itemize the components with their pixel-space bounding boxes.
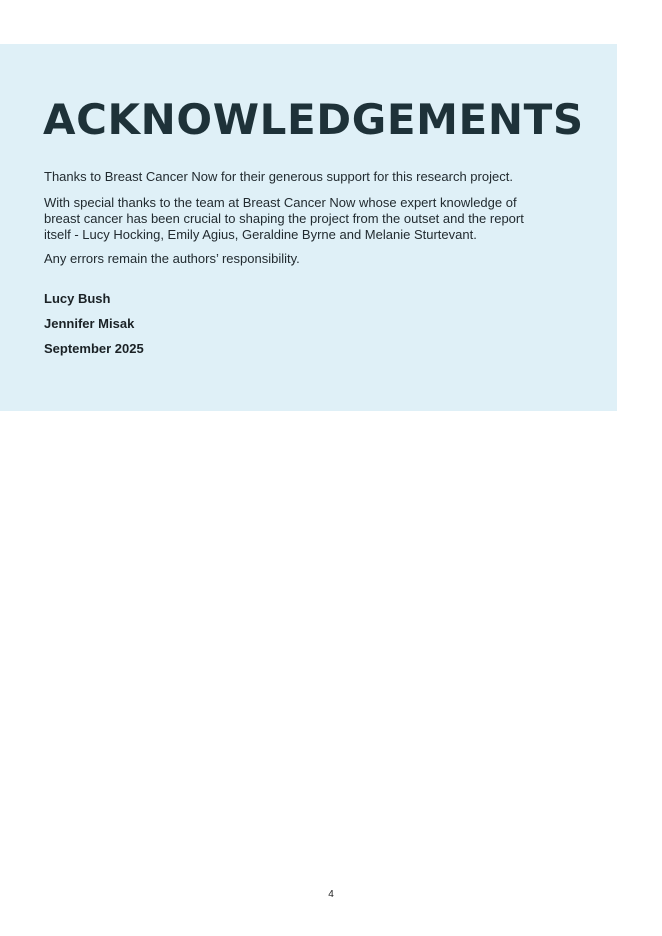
page-number: 4 [328,889,334,900]
special-thanks-paragraph: With special thanks to the team at Breast Cancer Now whose expert knowledge of breast cancer has been crucial to shaping the project from the outset and the report itself - Lucy Hocking, Emily Agius, Geraldine Byrne and Melanie Sturtevant. [44,195,524,242]
page-title: ACKNOWLEDGEMENTS [43,95,584,144]
publication-date: September 2025 [44,341,144,356]
author-name-2: Jennifer Misak [44,316,135,331]
thanks-paragraph: Thanks to Breast Cancer Now for their generous support for this research project. [44,169,513,184]
author-name-1: Lucy Bush [44,291,111,306]
errors-paragraph: Any errors remain the authors’ responsibility. [44,251,300,266]
